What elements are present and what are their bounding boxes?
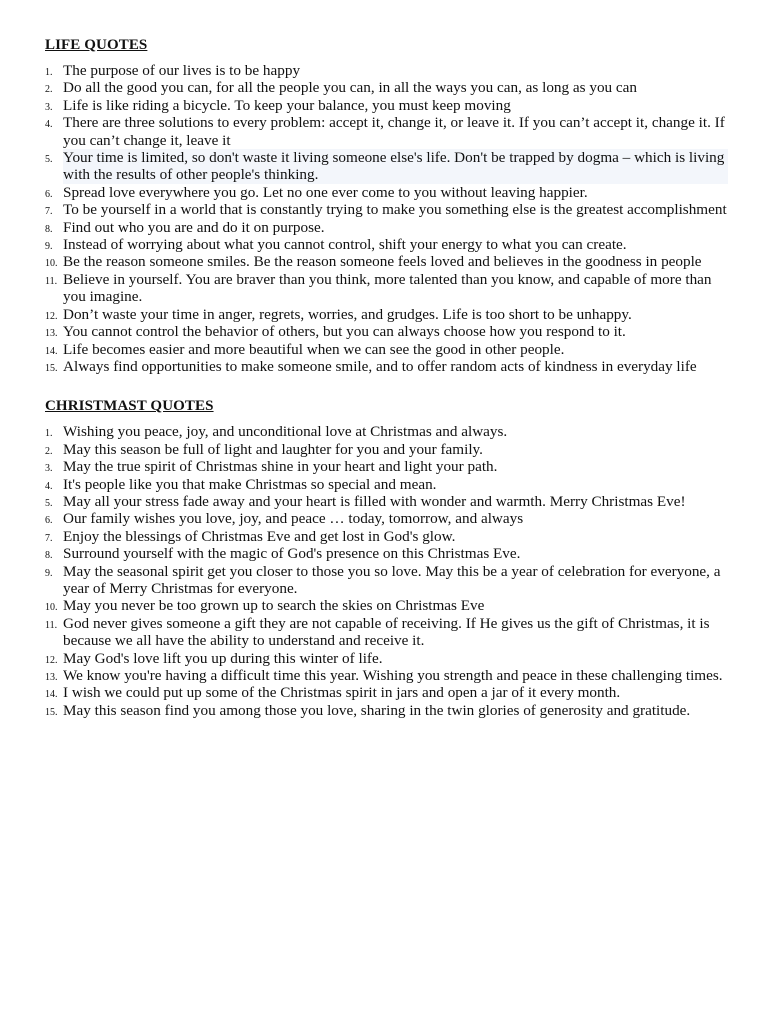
list-item-text: There are three solutions to every problem: accept it, change it, or leave it. If you can’t accept it, change it. If you can’t change it, leave it <box>63 114 725 149</box>
list-item <box>45 441 728 458</box>
list-item-text: Life is like riding a bicycle. To keep your balance, you must keep moving <box>63 96 511 114</box>
list-item <box>45 184 728 201</box>
christmas-quotes-list <box>45 423 728 719</box>
list-item-number: 2. <box>45 445 53 457</box>
list-item-text: It's people like you that make Christmas so special and mean. <box>63 475 437 493</box>
list-item-text: To be yourself in a world that is constantly trying to make you something else is the greatest accomplishment <box>63 201 727 219</box>
list-item <box>45 114 728 149</box>
list-item-text: May God's love lift you up during this winter of life. <box>63 649 383 667</box>
list-item-number: 12. <box>45 310 58 322</box>
list-item-number: 11. <box>45 619 58 631</box>
list-item-text: Be the reason someone smiles. Be the reason someone feels loved and believes in the goodness in people <box>63 253 702 271</box>
list-item-number: 10. <box>45 258 58 270</box>
list-item <box>45 650 728 667</box>
list-item-number: 2. <box>45 84 53 96</box>
list-item-number: 7. <box>45 206 53 218</box>
list-item <box>45 545 728 562</box>
list-item-number: 13. <box>45 328 58 340</box>
list-item-text: Enjoy the blessings of Christmas Eve and get lost in God's glow. <box>63 527 456 545</box>
list-item-text: Do all the good you can, for all the people you can, in all the ways you can, as long as you can <box>63 79 638 97</box>
life-quotes-list <box>45 62 728 375</box>
list-item <box>45 667 728 684</box>
list-item <box>45 615 728 650</box>
list-item <box>45 702 728 719</box>
list-item-text: Always find opportunities to make someone smile, and to offer random acts of kindness in everyday life <box>63 357 697 375</box>
list-item <box>45 341 728 358</box>
list-item <box>45 271 728 306</box>
list-item <box>45 358 728 375</box>
list-item-text: May this season be full of light and laughter for you and your family. <box>63 440 483 458</box>
list-item <box>45 149 728 184</box>
list-item <box>45 306 728 323</box>
list-item-number: 5. <box>45 497 53 509</box>
list-item-text: God never gives someone a gift they are not capable of receiving. If He gives us the gift of Christmas, it is because we all have the ability to understand and receive it. <box>63 614 710 650</box>
list-item-number: 11. <box>45 275 58 287</box>
list-item-number: 8. <box>45 223 53 235</box>
list-item <box>45 236 728 253</box>
section-title-life-quotes: LIFE QUOTES <box>45 37 148 53</box>
list-item-number: 14. <box>45 689 58 701</box>
list-item-text: May all your stress fade away and your heart is filled with wonder and warmth. Merry Christmas Eve! <box>63 492 686 510</box>
list-item-number: 3. <box>45 101 53 113</box>
section-title-christmas-quotes: CHRISTMAST QUOTES <box>45 398 214 415</box>
list-item <box>45 62 728 79</box>
list-item-number: 4. <box>45 480 53 492</box>
list-item-number: 9. <box>45 241 53 253</box>
list-item-text: Spread love everywhere you go. Let no one ever come to you without leaving happier. <box>63 183 588 201</box>
list-item-text: May this season find you among those you love, sharing in the twin glories of generosity and gratitude. <box>63 701 691 719</box>
list-item-text: Life becomes easier and more beautiful when we can see the good in other people. <box>63 340 565 358</box>
list-item-text: Don’t waste your time in anger, regrets, worries, and grudges. Life is too short to be unhappy. <box>63 305 632 323</box>
list-item-number: 1. <box>45 428 53 440</box>
list-item-text: We know you're having a difficult time this year. Wishing you strength and peace in these challenging times. <box>63 667 723 684</box>
list-item-text: Your time is limited, so don't waste it living someone else's life. Don't be trapped by dogma – which is living with the results of other people's thinking. <box>63 149 728 184</box>
list-item-number: 1. <box>45 67 53 78</box>
list-item-number: 3. <box>45 463 53 475</box>
list-item <box>45 423 728 440</box>
list-item <box>45 493 728 510</box>
list-item <box>45 79 728 96</box>
list-item-number: 15. <box>45 706 58 718</box>
list-item-text: Believe in yourself. You are braver than you think, more talented than you know, and capable of more than you imagine. <box>63 270 712 306</box>
list-item <box>45 201 728 218</box>
list-item-text: The purpose of our lives is to be happy <box>63 62 301 79</box>
list-item-text: Wishing you peace, joy, and unconditional love at Christmas and always. <box>63 423 508 441</box>
list-item-text: Surround yourself with the magic of God's presence on this Christmas Eve. <box>63 545 521 563</box>
list-item-number: 13. <box>45 672 58 683</box>
list-item-number: 4. <box>45 119 53 131</box>
list-item-text: Find out who you are and do it on purpose. <box>63 218 325 236</box>
list-item <box>45 528 728 545</box>
list-item-number: 9. <box>45 567 53 579</box>
list-item-number: 6. <box>45 515 53 527</box>
list-item-number: 12. <box>45 654 58 666</box>
list-item-text: May you never be too grown up to search the skies on Christmas Eve <box>63 597 485 615</box>
list-item-text: May the seasonal spirit get you closer to those you so love. May this be a year of celebration for everyone, a year of Merry Christmas for everyone. <box>63 562 721 597</box>
list-item-text: I wish we could put up some of the Christmas spirit in jars and open a jar of it every month. <box>63 684 621 702</box>
list-item <box>45 323 728 340</box>
list-item <box>45 510 728 527</box>
list-item <box>45 458 728 475</box>
list-item <box>45 253 728 270</box>
list-item <box>45 97 728 114</box>
list-item-number: 5. <box>45 154 53 166</box>
list-item-number: 6. <box>45 188 53 200</box>
list-item-text: Our family wishes you love, joy, and peace … today, tomorrow, and always <box>63 510 524 528</box>
list-item <box>45 219 728 236</box>
list-item <box>45 597 728 614</box>
list-item-text: You cannot control the behavior of others, but you can always choose how you respond to it. <box>63 323 626 341</box>
list-item-number: 14. <box>45 345 58 357</box>
list-item-number: 15. <box>45 362 58 374</box>
list-item <box>45 684 728 701</box>
list-item-number: 10. <box>45 602 58 614</box>
list-item <box>45 476 728 493</box>
list-item-text: Instead of worrying about what you cannot control, shift your energy to what you can create. <box>63 236 627 254</box>
list-item-number: 7. <box>45 532 53 544</box>
list-item-number: 8. <box>45 550 53 562</box>
list-item-text: May the true spirit of Christmas shine in your heart and light your path. <box>63 458 498 476</box>
list-item <box>45 563 728 598</box>
